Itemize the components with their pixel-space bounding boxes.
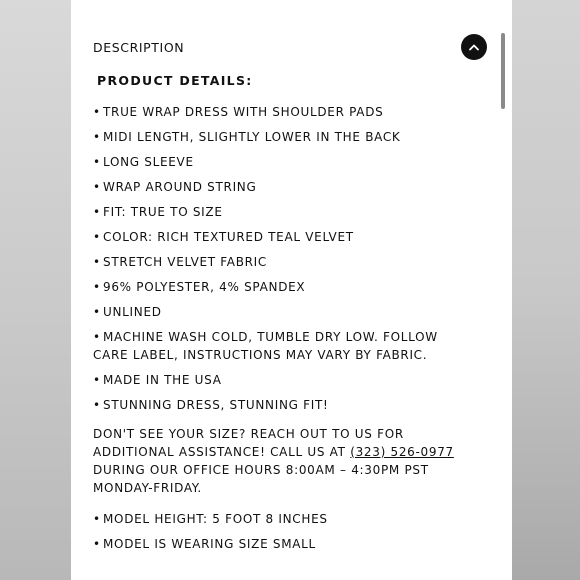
list-item: • UNLINED <box>93 305 162 319</box>
contact-paragraph: DON'T SEE YOUR SIZE? REACH OUT TO US FOR ADDITIONAL ASSISTANCE! CALL US AT (323) 526-0977 DURING OUR OFFICE HOURS 8:00AM – 4:30PM PST MONDAY-FRIDAY. <box>93 427 454 495</box>
list-item: • LONG SLEEVE <box>93 155 194 169</box>
description-panel <box>71 0 512 580</box>
chevron-up-icon <box>469 44 479 51</box>
list-item: • MODEL IS WEARING SIZE SMALL <box>93 537 316 551</box>
product-details-heading: PRODUCT DETAILS: <box>97 73 253 88</box>
product-details-list <box>93 103 473 421</box>
list-item: • FIT: TRUE TO SIZE <box>93 205 223 219</box>
list-item: • COLOR: RICH TEXTURED TEAL VELVET <box>93 230 354 244</box>
list-item: • 96% POLYESTER, 4% SPANDEX <box>93 280 306 294</box>
description-section-title[interactable]: DESCRIPTION <box>93 40 185 55</box>
list-item: • MADE IN THE USA <box>93 373 222 387</box>
list-item: • WRAP AROUND STRING <box>93 180 257 194</box>
collapse-button[interactable] <box>461 34 487 60</box>
list-item: • MACHINE WASH COLD, TUMBLE DRY LOW. FOLLOW CARE LABEL, INSTRUCTIONS MAY VARY BY FABRIC. <box>93 330 438 362</box>
phone-link[interactable]: (323) 526-0977 <box>350 445 454 459</box>
list-item: • STRETCH VELVET FABRIC <box>93 255 268 269</box>
background-left <box>0 0 71 580</box>
list-item: • STUNNING DRESS, STUNNING FIT! <box>93 398 329 412</box>
list-item: • MIDI LENGTH, SLIGHTLY LOWER IN THE BACK <box>93 130 401 144</box>
list-item: • MODEL HEIGHT: 5 FOOT 8 INCHES <box>93 512 328 526</box>
background-right <box>512 0 580 580</box>
scrollbar-thumb[interactable] <box>501 33 505 109</box>
list-item: • TRUE WRAP DRESS WITH SHOULDER PADS <box>93 105 384 119</box>
model-info-list <box>93 510 473 560</box>
